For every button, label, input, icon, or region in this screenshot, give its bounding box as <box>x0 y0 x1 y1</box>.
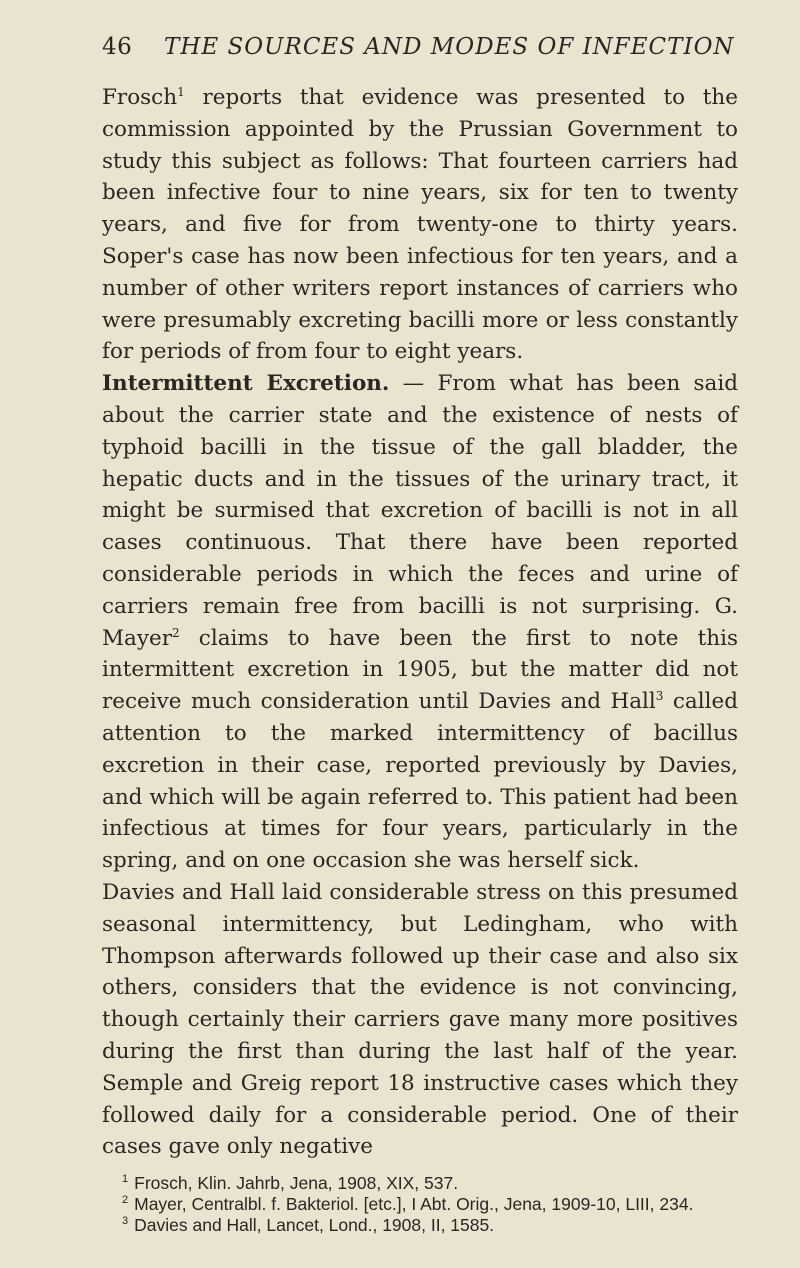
footnote <box>102 1194 738 1215</box>
footnote-mark: 3 <box>122 1215 129 1228</box>
section-heading: Intermittent Excretion. <box>102 371 390 397</box>
paragraph-text: — From what has been said about the carrier state and the existence of nests of typhoid bacilli in the tissue of the gall bladder, the hepatic ducts and in the tissues of the urinary tract, it might be surmised that excretion of bacilli is not in all cases continuous. That there have been reported considerable periods in which the feces and urine of carriers remain free from bacilli is not surprising. G. Mayer <box>102 371 738 651</box>
footnote-mark: 2 <box>122 1194 129 1207</box>
page-header <box>102 34 738 60</box>
footnote-reference: 2 <box>171 625 180 640</box>
paragraph-frosch <box>102 82 738 368</box>
footnote-mark: 1 <box>122 1173 129 1186</box>
footnote-text: Frosch, Klin. Jahrb, Jena, 1908, XIX, 537. <box>134 1173 459 1194</box>
footnotes <box>102 1173 738 1236</box>
footnote-text: Davies and Hall, Lancet, Lond., 1908, II, 1585. <box>134 1215 495 1236</box>
footnote-text: Mayer, Centralbl. f. Bakteriol. [etc.], I Abt. Orig., Jena, 1909-10, LIII, 234. <box>134 1194 694 1215</box>
page-number: 46 <box>102 34 133 60</box>
paragraph-intermittent-excretion <box>102 368 738 877</box>
footnote-reference: 1 <box>177 84 185 99</box>
paragraph-text: claims to have been the first to note this intermittent excretion in 1905, but the matter did not receive much consideration until Davies and Hall <box>102 625 738 715</box>
footnote <box>102 1173 738 1194</box>
footnote <box>102 1215 738 1236</box>
body-text <box>102 82 738 1163</box>
paragraph-text: Frosch <box>102 85 178 110</box>
paragraph-text: called attention to the marked intermittency of bacillus excretion in their case, reported previously by Davies, and which will be again referred to. This patient had been infectious at times for four years, particularly in the spring, and on one occasion she was herself sick. <box>102 689 738 874</box>
paragraph-davies-hall: Davies and Hall laid considerable stress on this presumed seasonal intermittency, but Ledingham, who with Thompson afterwards followed up their case and also six others, considers that the evidence is not convincing, though certainly their carriers gave many more positives during the first than during the last half of the year. Semple and Greig report 18 instructive cases which they followed daily for a considerable period. One of their cases gave only negative <box>102 879 738 1160</box>
running-title: THE SOURCES AND MODES OF INFECTION <box>164 34 735 60</box>
footnote-reference: 3 <box>655 688 664 703</box>
paragraph-text: reports that evidence was presented to the commission appointed by the Prussian Government to study this subject as follows: That fourteen carriers had been infective four to nine years, six for ten to twenty years, and five for from twenty-one to thirty years. Soper's case has now been infectious for ten years, and a number of other writers report instances of carriers who were presumably excreting bacilli more or less constantly for periods of from four to eight years. <box>102 85 738 365</box>
